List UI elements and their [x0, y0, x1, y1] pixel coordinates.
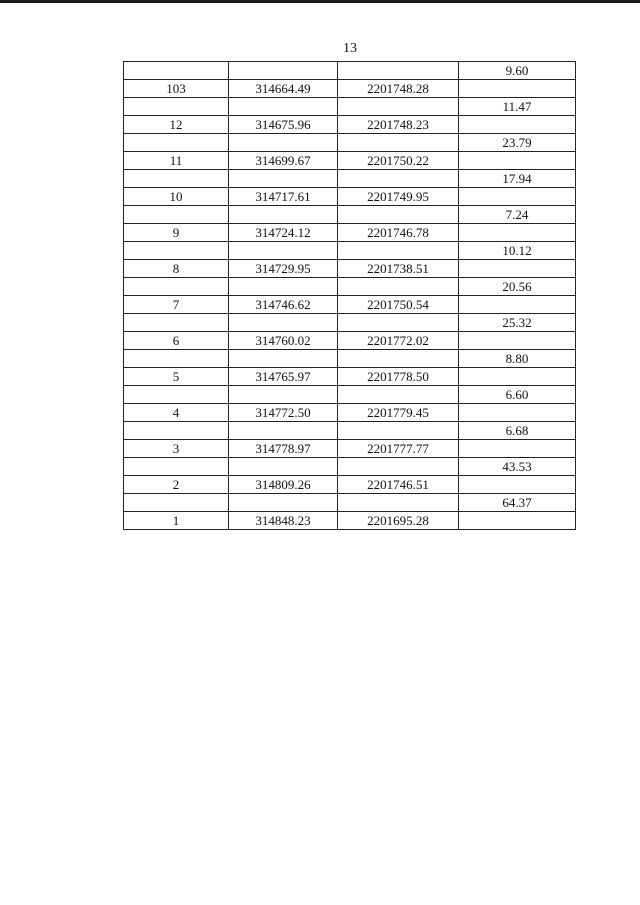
- x-coordinate-cell: 314664.49: [229, 80, 338, 98]
- distance-cell: 9.60: [459, 62, 576, 80]
- point-cell: 5: [124, 368, 229, 386]
- x-coordinate-cell: [229, 386, 338, 404]
- y-coordinate-cell: [338, 314, 459, 332]
- x-coordinate-cell: [229, 170, 338, 188]
- x-coordinate-cell: 314848.23: [229, 512, 338, 530]
- point-row: [124, 296, 576, 314]
- x-coordinate-cell: [229, 98, 338, 116]
- distance-row: [124, 314, 576, 332]
- distance-row: [124, 98, 576, 116]
- y-coordinate-cell: [338, 170, 459, 188]
- y-coordinate-cell: 2201746.78: [338, 224, 459, 242]
- distance-cell: 64.37: [459, 494, 576, 512]
- point-cell: [124, 206, 229, 224]
- point-cell: 1: [124, 512, 229, 530]
- point-cell: [124, 386, 229, 404]
- distance-cell: [459, 368, 576, 386]
- x-coordinate-cell: [229, 62, 338, 80]
- coordinates-table-body: [124, 62, 576, 530]
- point-cell: [124, 62, 229, 80]
- distance-cell: [459, 332, 576, 350]
- distance-cell: 23.79: [459, 134, 576, 152]
- top-border-rule: [0, 0, 640, 3]
- distance-cell: [459, 404, 576, 422]
- point-cell: [124, 494, 229, 512]
- distance-cell: 7.24: [459, 206, 576, 224]
- y-coordinate-cell: 2201695.28: [338, 512, 459, 530]
- distance-cell: [459, 152, 576, 170]
- point-row: [124, 476, 576, 494]
- y-coordinate-cell: [338, 386, 459, 404]
- x-coordinate-cell: 314729.95: [229, 260, 338, 278]
- point-row: [124, 80, 576, 98]
- x-coordinate-cell: 314746.62: [229, 296, 338, 314]
- x-coordinate-cell: 314699.67: [229, 152, 338, 170]
- point-cell: [124, 458, 229, 476]
- point-row: [124, 116, 576, 134]
- x-coordinate-cell: 314717.61: [229, 188, 338, 206]
- point-row: [124, 440, 576, 458]
- point-cell: [124, 98, 229, 116]
- point-cell: [124, 242, 229, 260]
- distance-cell: 8.80: [459, 350, 576, 368]
- x-coordinate-cell: [229, 278, 338, 296]
- y-coordinate-cell: 2201778.50: [338, 368, 459, 386]
- distance-cell: 6.60: [459, 386, 576, 404]
- y-coordinate-cell: 2201779.45: [338, 404, 459, 422]
- x-coordinate-cell: 314675.96: [229, 116, 338, 134]
- y-coordinate-cell: [338, 278, 459, 296]
- point-cell: 11: [124, 152, 229, 170]
- x-coordinate-cell: [229, 134, 338, 152]
- y-coordinate-cell: [338, 494, 459, 512]
- y-coordinate-cell: [338, 242, 459, 260]
- distance-cell: [459, 116, 576, 134]
- distance-cell: 6.68: [459, 422, 576, 440]
- x-coordinate-cell: 314765.97: [229, 368, 338, 386]
- distance-row: [124, 134, 576, 152]
- y-coordinate-cell: 2201748.28: [338, 80, 459, 98]
- point-cell: 4: [124, 404, 229, 422]
- x-coordinate-cell: 314760.02: [229, 332, 338, 350]
- y-coordinate-cell: 2201748.23: [338, 116, 459, 134]
- point-row: [124, 152, 576, 170]
- y-coordinate-cell: [338, 134, 459, 152]
- x-coordinate-cell: [229, 350, 338, 368]
- y-coordinate-cell: [338, 98, 459, 116]
- x-coordinate-cell: 314772.50: [229, 404, 338, 422]
- x-coordinate-cell: 314778.97: [229, 440, 338, 458]
- distance-cell: [459, 260, 576, 278]
- point-cell: [124, 350, 229, 368]
- point-cell: 7: [124, 296, 229, 314]
- y-coordinate-cell: 2201750.54: [338, 296, 459, 314]
- distance-cell: 20.56: [459, 278, 576, 296]
- distance-cell: 11.47: [459, 98, 576, 116]
- distance-row: [124, 206, 576, 224]
- distance-cell: 10.12: [459, 242, 576, 260]
- x-coordinate-cell: [229, 422, 338, 440]
- distance-cell: 43.53: [459, 458, 576, 476]
- y-coordinate-cell: [338, 350, 459, 368]
- distance-cell: [459, 512, 576, 530]
- y-coordinate-cell: [338, 206, 459, 224]
- distance-row: [124, 278, 576, 296]
- point-cell: 12: [124, 116, 229, 134]
- point-cell: [124, 314, 229, 332]
- point-cell: [124, 278, 229, 296]
- distance-cell: [459, 224, 576, 242]
- distance-row: [124, 350, 576, 368]
- y-coordinate-cell: [338, 458, 459, 476]
- distance-row: [124, 170, 576, 188]
- y-coordinate-cell: 2201738.51: [338, 260, 459, 278]
- point-row: [124, 260, 576, 278]
- coordinates-table: [123, 61, 576, 530]
- y-coordinate-cell: 2201772.02: [338, 332, 459, 350]
- point-cell: 103: [124, 80, 229, 98]
- point-cell: 6: [124, 332, 229, 350]
- distance-cell: [459, 296, 576, 314]
- distance-row: [124, 422, 576, 440]
- y-coordinate-cell: 2201746.51: [338, 476, 459, 494]
- distance-cell: [459, 476, 576, 494]
- x-coordinate-cell: [229, 206, 338, 224]
- point-row: [124, 368, 576, 386]
- point-cell: 10: [124, 188, 229, 206]
- point-row: [124, 188, 576, 206]
- x-coordinate-cell: 314809.26: [229, 476, 338, 494]
- point-cell: [124, 170, 229, 188]
- x-coordinate-cell: [229, 242, 338, 260]
- x-coordinate-cell: [229, 458, 338, 476]
- distance-cell: 17.94: [459, 170, 576, 188]
- distance-row: [124, 458, 576, 476]
- point-row: [124, 404, 576, 422]
- point-cell: [124, 134, 229, 152]
- distance-row: [124, 494, 576, 512]
- distance-row: [124, 386, 576, 404]
- x-coordinate-cell: [229, 494, 338, 512]
- point-cell: 2: [124, 476, 229, 494]
- distance-cell: [459, 80, 576, 98]
- x-coordinate-cell: [229, 314, 338, 332]
- distance-row: [124, 242, 576, 260]
- point-row: [124, 512, 576, 530]
- point-cell: [124, 422, 229, 440]
- y-coordinate-cell: [338, 62, 459, 80]
- point-row: [124, 224, 576, 242]
- y-coordinate-cell: 2201749.95: [338, 188, 459, 206]
- page-number: 13: [343, 41, 357, 56]
- x-coordinate-cell: 314724.12: [229, 224, 338, 242]
- distance-cell: [459, 440, 576, 458]
- y-coordinate-cell: 2201750.22: [338, 152, 459, 170]
- point-cell: 9: [124, 224, 229, 242]
- distance-row: [124, 62, 576, 80]
- distance-cell: 25.32: [459, 314, 576, 332]
- y-coordinate-cell: 2201777.77: [338, 440, 459, 458]
- point-row: [124, 332, 576, 350]
- distance-cell: [459, 188, 576, 206]
- point-cell: 8: [124, 260, 229, 278]
- point-cell: 3: [124, 440, 229, 458]
- y-coordinate-cell: [338, 422, 459, 440]
